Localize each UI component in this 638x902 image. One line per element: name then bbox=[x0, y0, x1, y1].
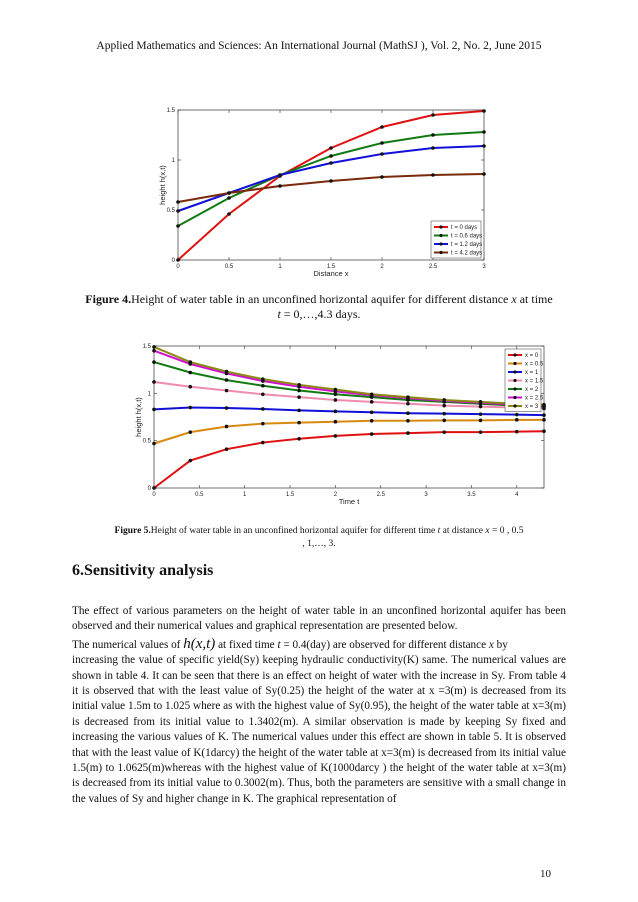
data-point bbox=[406, 431, 410, 435]
figure4-caption bbox=[72, 292, 566, 322]
data-point bbox=[225, 406, 229, 410]
legend-label: x = 1 bbox=[525, 370, 539, 376]
data-point bbox=[188, 430, 192, 434]
figure4-chart bbox=[140, 100, 512, 290]
data-point bbox=[176, 200, 180, 204]
data-point bbox=[261, 377, 265, 381]
data-point bbox=[431, 146, 435, 150]
legend-label: x = 2.5 bbox=[525, 395, 544, 402]
data-point bbox=[479, 419, 483, 423]
x-tick-label: 2 bbox=[380, 264, 384, 270]
data-point bbox=[370, 410, 374, 414]
figure4-caption-text2: at time bbox=[516, 292, 553, 306]
legend-marker bbox=[513, 370, 516, 373]
journal-header: Applied Mathematics and Sciences: An International Journal (MathSJ ), Vol. 2, No. 2, June 2015 bbox=[96, 40, 542, 52]
data-point bbox=[482, 172, 486, 176]
figure5-caption-label: Figure 5. bbox=[114, 526, 151, 536]
data-point bbox=[261, 392, 265, 396]
body-text bbox=[72, 604, 566, 807]
x-tick-label: 1 bbox=[243, 492, 247, 498]
legend-label: x = 1.5 bbox=[525, 378, 544, 385]
data-point bbox=[329, 179, 333, 183]
data-point bbox=[225, 447, 229, 451]
data-point bbox=[380, 141, 384, 145]
x-tick-label: 0 bbox=[176, 264, 180, 270]
legend-label: t = 0.6 days bbox=[451, 233, 483, 240]
y-tick-label: 1.5 bbox=[166, 108, 175, 114]
data-point bbox=[334, 434, 338, 438]
x-tick-label: 2.5 bbox=[376, 492, 385, 498]
figure4-svg bbox=[140, 100, 512, 290]
data-point bbox=[542, 403, 546, 407]
legend-marker bbox=[513, 379, 516, 382]
p2-x: x bbox=[488, 638, 494, 651]
data-point bbox=[188, 385, 192, 389]
x-tick-label: 0 bbox=[152, 492, 156, 498]
data-point bbox=[329, 146, 333, 150]
figure5-caption-text2: at distance bbox=[440, 526, 486, 536]
data-point bbox=[442, 398, 446, 402]
legend-label: x = 2 bbox=[525, 387, 539, 393]
data-point bbox=[542, 429, 546, 433]
data-point bbox=[431, 133, 435, 137]
x-tick-label: 2 bbox=[333, 492, 338, 498]
data-point bbox=[188, 459, 192, 463]
legend-marker bbox=[513, 362, 516, 365]
data-point bbox=[225, 389, 229, 393]
data-point bbox=[406, 395, 410, 399]
data-point bbox=[188, 371, 192, 375]
legend-marker bbox=[439, 251, 442, 254]
data-point bbox=[479, 430, 483, 434]
data-point bbox=[297, 395, 301, 399]
data-point bbox=[442, 404, 446, 408]
x-tick-label: 1.5 bbox=[326, 264, 336, 270]
figure5-caption-x: x bbox=[485, 526, 490, 536]
data-point bbox=[227, 191, 231, 195]
paragraph-3: increasing the value of specific yield(Sy) keeping hydraulic conductivity(K) same. The numerical values are shown in table 4. It can be seen that there is an effect on height of water with the increase in Sy. From table 4 it is observed that with the least value of Sy(0.25) the height of the water at x =3(m) is decreased from its initial value 1.5m to 1.025 where as with the highest value of Sy(0.95), the height of the water table at x=3(m) is decreased from its initial value to 1.3402(m). A similar observation is made by keeping Sy fixed and increasing the various values of K. The numerical values under this effect are shown in table 5. It is observed that with the least value of K(1darcy) the height of the water table at x=3(m) is decreased from its initial value 1.5(m) to 1.0625(m)whereas with the highest value of K(1000darcy ) the height of the water table at x=3(m) is decreased from its initial value to 0.3002(m). Thus, both the parameters are sensitive with a small change in the values of Sy and higher change in K. The graphical representation of bbox=[72, 654, 566, 805]
data-point bbox=[380, 152, 384, 156]
legend-label: t = 0 days bbox=[451, 225, 478, 231]
p2-a: The numerical values of bbox=[72, 638, 184, 651]
data-point bbox=[406, 402, 410, 406]
data-point bbox=[278, 173, 282, 177]
data-point bbox=[176, 224, 180, 228]
y-tick-label: 0.5 bbox=[166, 208, 175, 214]
data-point bbox=[334, 410, 338, 414]
data-point bbox=[152, 486, 156, 490]
data-point bbox=[406, 419, 410, 423]
data-point bbox=[334, 420, 338, 424]
x-tick-label: 3 bbox=[482, 264, 486, 270]
data-point bbox=[515, 430, 519, 434]
x-tick-label: 2.5 bbox=[428, 264, 438, 270]
figure5-svg bbox=[116, 336, 556, 516]
data-point bbox=[329, 161, 333, 165]
figure5-caption-text: Height of water table in an unconfined horizontal aquifer for different time bbox=[150, 526, 438, 536]
figure4-caption-label: Figure 4. bbox=[85, 292, 132, 306]
data-point bbox=[515, 413, 519, 417]
x-axis-label: Distance x bbox=[313, 269, 349, 278]
legend-marker bbox=[513, 404, 516, 407]
data-point bbox=[152, 442, 156, 446]
data-point bbox=[152, 345, 156, 349]
data-point bbox=[152, 349, 156, 353]
y-tick-label: 1 bbox=[147, 391, 151, 398]
data-point bbox=[431, 173, 435, 177]
y-tick-label: 0 bbox=[171, 258, 175, 264]
data-point bbox=[225, 378, 229, 382]
p2-t: t bbox=[277, 638, 281, 651]
data-point bbox=[297, 389, 301, 393]
data-point bbox=[297, 409, 301, 413]
data-point bbox=[542, 413, 546, 417]
data-point bbox=[261, 422, 265, 426]
legend-label: t = 4.2 days bbox=[451, 250, 483, 257]
p2-d: by bbox=[493, 638, 508, 651]
data-point bbox=[227, 196, 231, 200]
data-point bbox=[442, 412, 446, 416]
data-point bbox=[515, 418, 519, 422]
data-point bbox=[431, 113, 435, 117]
data-point bbox=[188, 360, 192, 364]
section-title: 6.Sensitivity analysis bbox=[72, 562, 214, 579]
paragraph-2 bbox=[72, 637, 566, 653]
legend-label: x = 0.5 bbox=[525, 361, 544, 368]
x-tick-label: 3 bbox=[424, 492, 428, 498]
data-point bbox=[261, 407, 265, 411]
data-point bbox=[380, 125, 384, 129]
data-point bbox=[261, 441, 265, 445]
y-axis-label: height h(x,t) bbox=[134, 397, 143, 437]
data-point bbox=[278, 184, 282, 188]
data-point bbox=[334, 398, 338, 402]
figure4-caption-t: t bbox=[277, 307, 281, 321]
legend-marker bbox=[439, 225, 442, 228]
legend-marker bbox=[439, 234, 442, 237]
data-point bbox=[225, 370, 229, 374]
data-point bbox=[329, 154, 333, 158]
y-tick-label: 1 bbox=[171, 158, 175, 164]
data-point bbox=[297, 437, 301, 441]
legend-label: t = 1.2 days bbox=[451, 242, 483, 248]
paragraph-1: The effect of various parameters on the height of water table in an unconfined horizontal aquifer has been observed and their numerical values and graphical representation are presented below. bbox=[72, 605, 566, 633]
p2-formula: h(x,t) bbox=[183, 635, 216, 652]
figure5-caption-t: t bbox=[437, 526, 441, 536]
data-point bbox=[479, 412, 483, 416]
data-point bbox=[152, 380, 156, 384]
data-point bbox=[370, 432, 374, 436]
data-point bbox=[227, 212, 231, 216]
data-point bbox=[479, 400, 483, 404]
data-point bbox=[442, 430, 446, 434]
data-point bbox=[482, 144, 486, 148]
y-tick-label: 0 bbox=[147, 486, 151, 492]
figure5-caption-line2: , 1,…, 3. bbox=[302, 539, 336, 549]
x-axis-label: Time t bbox=[338, 497, 360, 506]
data-point bbox=[152, 408, 156, 412]
data-point bbox=[380, 175, 384, 179]
data-point bbox=[406, 411, 410, 415]
data-point bbox=[152, 360, 156, 364]
data-point bbox=[176, 258, 180, 262]
figure4-caption-line2: = 0,…,4.3 days. bbox=[280, 307, 361, 321]
data-point bbox=[225, 425, 229, 429]
data-point bbox=[482, 109, 486, 113]
data-point bbox=[442, 419, 446, 423]
x-tick-label: 0.5 bbox=[224, 264, 234, 270]
y-tick-label: 1.5 bbox=[142, 344, 151, 350]
legend-marker bbox=[439, 242, 442, 245]
data-point bbox=[482, 130, 486, 134]
figure5-caption bbox=[72, 525, 566, 551]
data-point bbox=[370, 400, 374, 404]
figure5-caption-text3: = 0 , 0.5 bbox=[489, 526, 524, 536]
data-point bbox=[370, 419, 374, 423]
legend-marker bbox=[513, 396, 516, 399]
figure4-caption-x: x bbox=[511, 292, 517, 306]
data-point bbox=[188, 406, 192, 410]
legend-marker bbox=[513, 353, 516, 356]
x-tick-label: 1 bbox=[278, 264, 282, 270]
data-point bbox=[176, 209, 180, 213]
p2-c: = 0.4(day) are observed for different distance bbox=[280, 638, 489, 651]
x-tick-label: 4 bbox=[515, 492, 519, 498]
x-tick-label: 0.5 bbox=[195, 492, 204, 498]
data-point bbox=[370, 392, 374, 396]
page-number: 10 bbox=[540, 868, 551, 880]
y-axis-label: height h(x,t) bbox=[158, 165, 167, 205]
data-point bbox=[261, 384, 265, 388]
data-point bbox=[297, 421, 301, 425]
data-point bbox=[334, 388, 338, 392]
figure5-chart bbox=[116, 336, 556, 516]
y-tick-label: 0.5 bbox=[142, 438, 151, 445]
data-point bbox=[297, 383, 301, 387]
legend-marker bbox=[513, 387, 516, 390]
x-tick-label: 1.5 bbox=[285, 492, 295, 498]
p2-b: at fixed time bbox=[215, 638, 278, 651]
legend-label: x = 0 bbox=[525, 353, 539, 359]
figure4-caption-text: Height of water table in an unconfined horizontal aquifer for different distance bbox=[131, 292, 512, 306]
data-point bbox=[542, 418, 546, 422]
legend-label: x = 3 bbox=[525, 404, 539, 410]
x-tick-label: 3.5 bbox=[467, 492, 476, 498]
